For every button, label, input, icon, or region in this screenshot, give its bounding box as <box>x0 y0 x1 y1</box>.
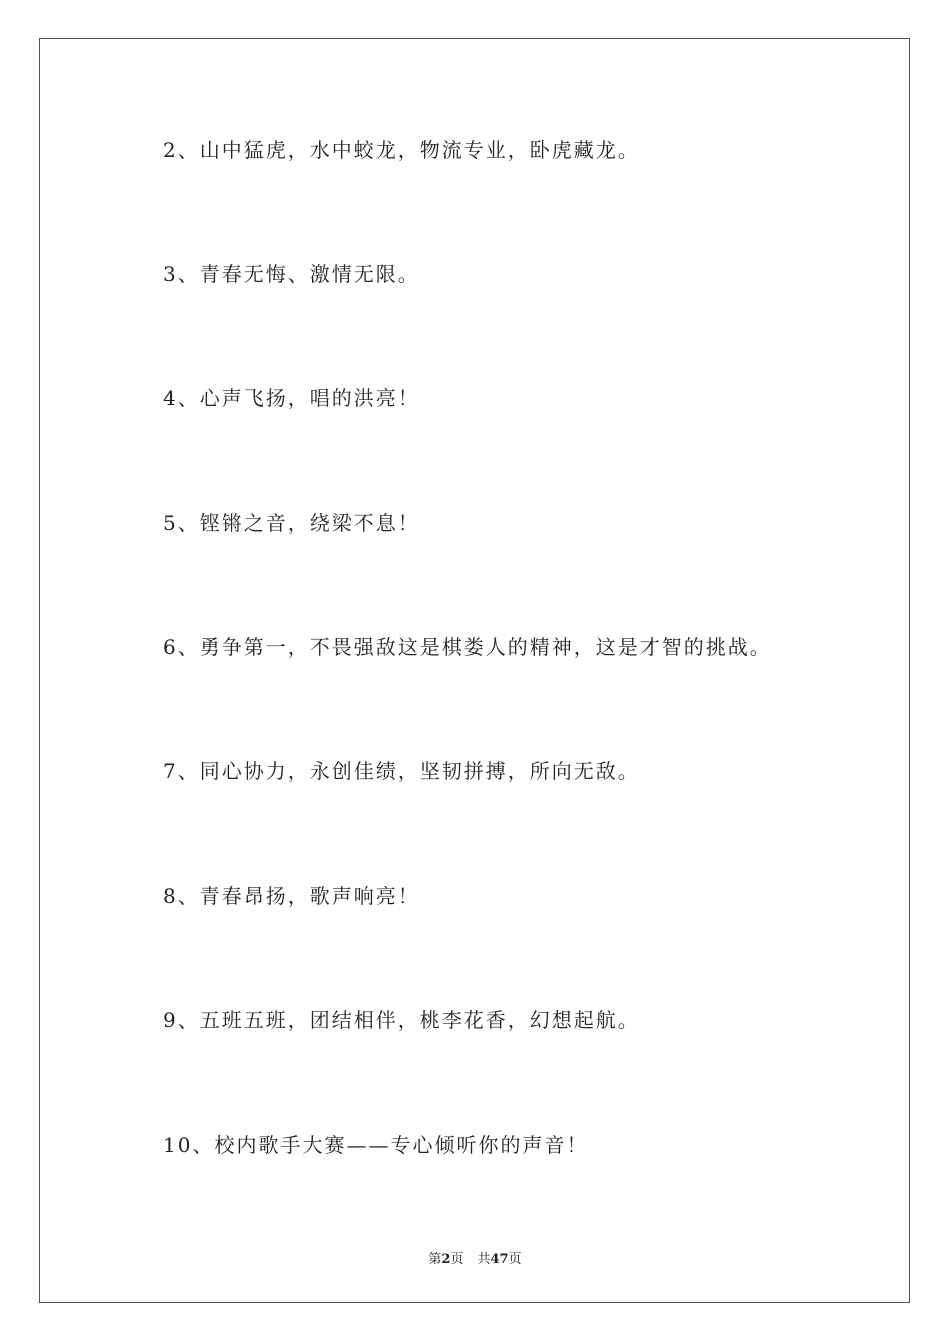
page-footer <box>0 1248 950 1267</box>
slogan-line-4: 4、心声飞扬，唱的洪亮！ <box>163 386 420 410</box>
slogan-line-3: 3、青春无悔、激情无限。 <box>163 262 420 286</box>
page-number: 2 <box>441 1252 451 1267</box>
slogan-line-5: 5、铿锵之音，绕梁不息！ <box>163 511 420 535</box>
total-prefix: 共 <box>477 1252 491 1267</box>
slogan-line-7: 7、同心协力，永创佳绩，坚韧拼搏，所向无敌。 <box>163 759 640 783</box>
total-pages: 47 <box>490 1252 509 1267</box>
total-suffix: 页 <box>508 1252 522 1267</box>
page-prefix: 第 <box>428 1252 442 1267</box>
slogan-line-8: 8、青春昂扬，歌声响亮！ <box>163 884 420 908</box>
slogan-line-2: 2、山中猛虎，水中蛟龙，物流专业，卧虎藏龙。 <box>163 138 640 162</box>
page-suffix: 页 <box>450 1252 464 1267</box>
slogan-line-10: 10、校内歌手大赛——专心倾听你的声音！ <box>163 1133 589 1157</box>
page-frame <box>39 38 910 1303</box>
slogan-line-9: 9、五班五班，团结相伴，桃李花香，幻想起航。 <box>163 1008 640 1032</box>
slogan-line-6: 6、勇争第一，不畏强敌这是棋娄人的精神，这是才智的挑战。 <box>163 635 772 659</box>
